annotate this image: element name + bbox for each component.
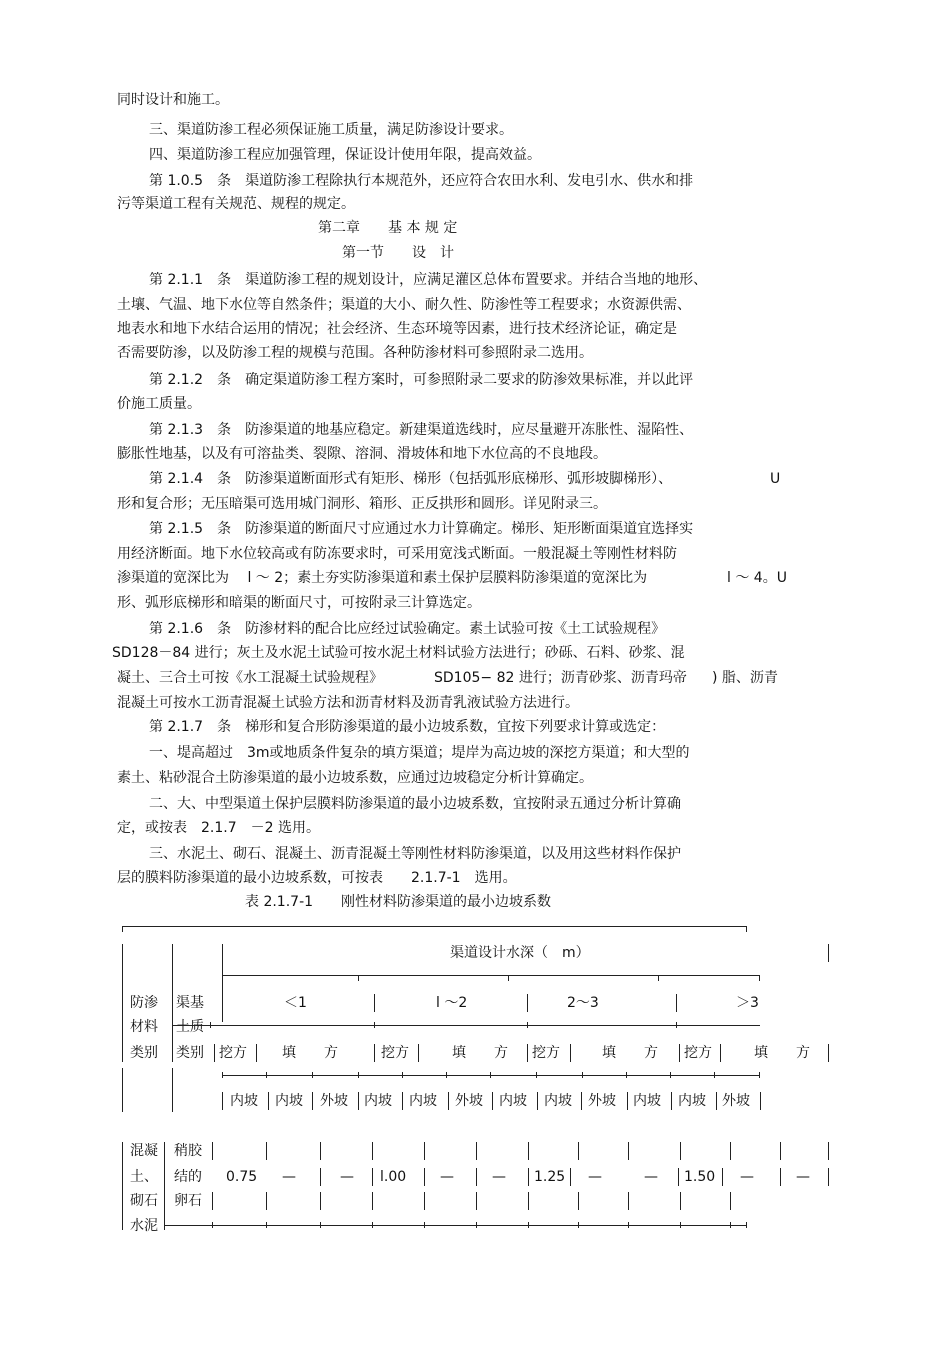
paragraph-line: 价施工质量。 (117, 396, 201, 412)
table-border (122, 926, 747, 927)
paragraph-fragment: SD105− 82 进行；沥青砂浆、沥青玛帝 (434, 670, 687, 686)
paragraph-line: 二、大、中型渠道土保护层膜料防渗渠道的最小边坡系数，宜按附录五通过分析计算确 (149, 796, 681, 812)
depth-header: 渠道设计水深（ m） (450, 945, 590, 961)
soil-type: 稍胶 (174, 1143, 202, 1159)
paragraph-line: 第 2.1.5 条 防渗渠道的断面尺寸应通过水力计算确定。梯形、矩形断面渠道宜选择实 (149, 521, 694, 537)
depth-range: ＜1 (284, 995, 307, 1011)
paragraph-line: 同时设计和施工。 (117, 92, 229, 108)
table-cell: — (588, 1169, 602, 1185)
slope-label: 内坡 (364, 1093, 392, 1109)
slope-label: 外坡 (455, 1093, 483, 1109)
table-cell: 0.75 (226, 1169, 258, 1185)
paragraph-line: 第 2.1.6 条 防渗材料的配合比应经过试验确定。素土试验可按《土工试验规程》 (149, 621, 666, 637)
paragraph-line: 形、弧形底梯形和暗渠的断面尺寸，可按附录三计算选定。 (117, 595, 481, 611)
depth-range: 2～3 (567, 995, 599, 1011)
table-cell: — (492, 1169, 506, 1185)
slope-label: 内坡 (230, 1093, 258, 1109)
paragraph-line: SD128－84 进行；灰土及水泥土试验可按水泥土材料试验方法进行；砂砾、石料、砂浆、混 (112, 645, 685, 661)
material-name: 水泥 (130, 1218, 158, 1234)
row-header-label: 土质 (176, 1019, 204, 1035)
paragraph-line: 地表水和地下水结合运用的情况；社会经济、生态环境等因素，进行技术经济论证，确定是 (117, 321, 677, 337)
paragraph-line: 定，或按表 2.1.7 －2 选用。 (117, 820, 320, 836)
fill-label: 填 方 (282, 1045, 338, 1061)
paragraph-fragment: ) 脂、沥青 (712, 670, 778, 686)
slope-label: 外坡 (588, 1093, 616, 1109)
paragraph-line: 第 2.1.3 条 防渗渠道的地基应稳定。新建渠道选线时，应尽量避开冻胀性、湿陷性、 (149, 422, 694, 438)
paragraph-line: 层的膜料防渗渠道的最小边坡系数，可按表 2.1.7-1 选用。 (117, 870, 517, 886)
soil-type: 结的 (174, 1169, 202, 1185)
table-caption: 表 2.1.7-1 刚性材料防渗渠道的最小边坡系数 (245, 894, 552, 910)
soil-type: 卵石 (174, 1193, 202, 1209)
paragraph-line: 膨胀性地基，以及有可溶盐类、裂隙、溶洞、滑坡体和地下水位高的不良地段。 (117, 446, 607, 462)
slope-label: 内坡 (275, 1093, 303, 1109)
row-header-label: 材料 (130, 1019, 158, 1035)
chapter-heading: 第二章 基 本 规 定 (318, 220, 458, 236)
paragraph-line: 第 2.1.1 条 渠道防渗工程的规划设计，应满足灌区总体布置要求。并结合当地的地形、 (149, 272, 708, 288)
slope-label: 内坡 (544, 1093, 572, 1109)
table-cell: — (440, 1169, 454, 1185)
row-header-label: 类别 (130, 1045, 158, 1061)
paragraph-line: 三、水泥土、砌石、混凝土、沥青混凝土等刚性材料防渗渠道，以及用这些材料作保护 (149, 846, 681, 862)
cut-label: 挖方 (684, 1045, 712, 1061)
fill-label: 填 方 (602, 1045, 658, 1061)
row-header-label: 类别 (176, 1045, 204, 1061)
table-cell: 1.50 (684, 1169, 716, 1185)
table-cell: l.00 (380, 1169, 407, 1185)
fill-label: 填 方 (754, 1045, 810, 1061)
slope-label: 内坡 (633, 1093, 661, 1109)
fill-label: 填 方 (452, 1045, 508, 1061)
material-name: 土、 (130, 1169, 158, 1185)
paragraph-line: 第 2.1.7 条 梯形和复合形防渗渠道的最小边坡系数，宜按下列要求计算或选定： (149, 719, 666, 735)
paragraph-line: 三、渠道防渗工程必须保证施工质量，满足防渗设计要求。 (149, 122, 513, 138)
paragraph-line: 第 2.1.4 条 防渗渠道断面形式有矩形、梯形（包括弧形底梯形、弧形坡脚梯形）、 (149, 471, 673, 487)
slope-label: 外坡 (722, 1093, 750, 1109)
paragraph-line: 用经济断面。地下水位较高或有防冻要求时，可采用宽浅式断面。一般混凝土等刚性材料防 (117, 546, 677, 562)
table-cell: — (644, 1169, 658, 1185)
slope-label: 内坡 (409, 1093, 437, 1109)
paragraph-line: 素土、粘砂混合土防渗渠道的最小边坡系数，应通过边坡稳定分析计算确定。 (117, 770, 593, 786)
paragraph-fragment: l ～ 4。U (727, 570, 787, 586)
row-header-label: 防渗 (130, 995, 158, 1011)
section-heading: 第一节 设 计 (342, 245, 454, 261)
row-header-label: 渠基 (176, 995, 204, 1011)
slope-label: 外坡 (320, 1093, 348, 1109)
paragraph-line: 否需要防渗，以及防渗工程的规模与范围。各种防渗材料可参照附录二选用。 (117, 345, 593, 361)
cut-label: 挖方 (532, 1045, 560, 1061)
slope-label: 内坡 (499, 1093, 527, 1109)
table-cell: — (796, 1169, 810, 1185)
paragraph-line: 第 1.0.5 条 渠道防渗工程除执行本规范外，还应符合农田水利、发电引水、供水和排 (149, 173, 694, 189)
paragraph-line: 土壤、气温、地下水位等自然条件；渠道的大小、耐久性、防渗性等工程要求；水资源供需、 (117, 297, 691, 313)
depth-range: l ～2 (436, 995, 468, 1011)
paragraph-line: 混凝土可按水工沥青混凝土试验方法和沥青材料及沥青乳液试验方法进行。 (117, 695, 579, 711)
material-name: 混凝 (130, 1143, 158, 1159)
cut-label: 挖方 (219, 1045, 247, 1061)
table-cell: — (740, 1169, 754, 1185)
paragraph-line: 渗渠道的宽深比为 l ～ 2；素土夯实防渗渠道和素土保护层膜料防渗渠道的宽深比为 (117, 570, 648, 586)
paragraph-fragment: U (770, 471, 781, 487)
material-name: 砌石 (130, 1193, 158, 1209)
table-cell: — (340, 1169, 354, 1185)
paragraph-line: 污等渠道工程有关规范、规程的规定。 (117, 196, 355, 212)
paragraph-line: 第 2.1.2 条 确定渠道防渗工程方案时，可参照附录二要求的防渗效果标准，并以此评 (149, 372, 694, 388)
depth-range: ＞3 (736, 995, 759, 1011)
paragraph-line: 一、堤高超过 3m或地质条件复杂的填方渠道；堤岸为高边坡的深挖方渠道；和大型的 (149, 745, 690, 761)
slope-label: 内坡 (678, 1093, 706, 1109)
table-cell: 1.25 (534, 1169, 566, 1185)
paragraph-line: 凝土、三合土可按《水工混凝土试验规程》 (117, 670, 383, 686)
paragraph-line: 四、渠道防渗工程应加强管理，保证设计使用年限，提高效益。 (149, 147, 541, 163)
paragraph-line: 形和复合形；无压暗渠可选用城门洞形、箱形、正反拱形和圆形。详见附录三。 (117, 496, 607, 512)
table-cell: — (282, 1169, 296, 1185)
cut-label: 挖方 (381, 1045, 409, 1061)
